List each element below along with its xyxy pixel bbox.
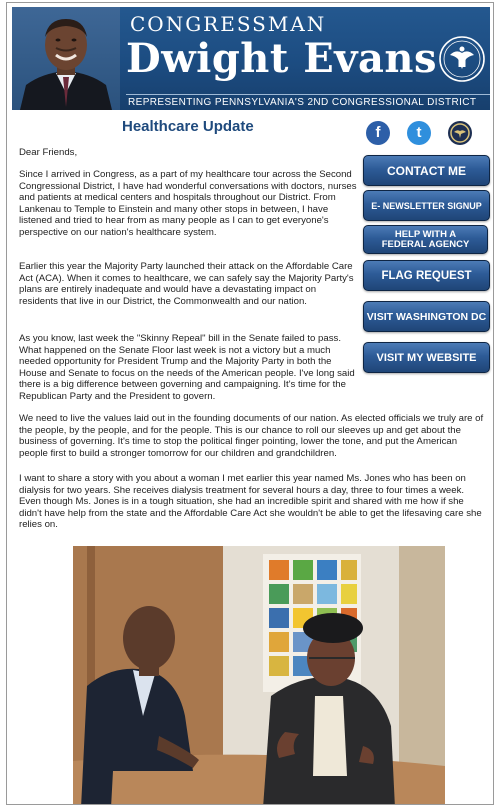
paragraph-4: We need to live the values laid out in the founding documents of our nation. As elected officials we truly are of the people, by the people, and for the people. This is our chance to roll our sleeves up and get about the business of governing. It's time to stop the political finger pointing, lower the tone, and put the American people first to build a stronger tomorrow for our children and grandchildren. [19, 413, 484, 459]
federal-agency-help-button[interactable]: HELP WITH A FEDERAL AGENCY [363, 225, 488, 254]
paragraph-1: Since I arrived in Congress, as a part of my healthcare tour across the Second Congressional District, I have had wonderful conversations with doctors, nurses and patients at medical centers and hospitals throughout our District. From Lankenau to Temple to Einstein and many other stops in between, I have listened and tried to hear from as many people as I can to get everyone's perspective on our nation's healthcare system. [19, 169, 357, 238]
banner-name: Dwight Evans [126, 35, 438, 82]
congressman-portrait [12, 7, 120, 110]
header-banner [12, 7, 490, 110]
meeting-photo [73, 546, 445, 805]
banner-district: REPRESENTING PENNSYLVANIA'S 2ND CONGRESSIONAL DISTRICT [128, 97, 477, 108]
paragraph-2: Earlier this year the Majority Party launched their attack on the Affordable Care Act (ACA). When it comes to healthcare, we can safely say the Majority Party's plans are entirely inadequate and would have a devastating impact on residents that live in our District, the Commonwealth and our nation. [19, 261, 354, 307]
house-seal-link-icon[interactable] [448, 121, 472, 145]
greeting: Dear Friends, [19, 147, 78, 158]
paragraph-3: As you know, last week the "Skinny Repeal" bill in the Senate failed to pass. What happened on the Senate Floor last week is not a victory but a much needed opportunity for President Trump and the Majority Party in both the House and Senate to focus on the needs of the American people. I've long said there is a big difference between governing and campaigning. It's time for the Republican Party and the President to govern. [19, 333, 355, 402]
house-seal-icon [438, 35, 486, 83]
visit-website-button[interactable]: VISIT MY WEBSITE [363, 342, 490, 373]
newsletter-title: Healthcare Update [122, 118, 254, 135]
twitter-glyph: t [416, 124, 422, 141]
flag-request-button[interactable]: FLAG REQUEST [363, 260, 490, 291]
paragraph-5: I want to share a story with you about a woman I met earlier this year named Ms. Jones who has been on dialysis for two years. She receives dialysis treatment for several hours a day, three to four times a week. Even though Ms. Jones is in a tough situation, she had an incredible spirit and shared with me how if she didn't have help from the state and the Affordable Care Act she wouldn't be able to get the lifesaving care she relies on. [19, 473, 482, 530]
visit-washington-button[interactable]: VISIT WASHINGTON DC [363, 301, 490, 332]
twitter-icon[interactable] [407, 121, 431, 145]
newsletter-signup-button[interactable]: E- NEWSLETTER SIGNUP [363, 190, 490, 221]
facebook-icon[interactable] [366, 121, 390, 145]
banner-divider [126, 94, 490, 95]
contact-me-button[interactable]: CONTACT ME [363, 155, 490, 186]
newsletter [6, 2, 494, 805]
facebook-glyph: f [375, 124, 381, 141]
banner-line-1: CONGRESSMAN [130, 12, 327, 36]
